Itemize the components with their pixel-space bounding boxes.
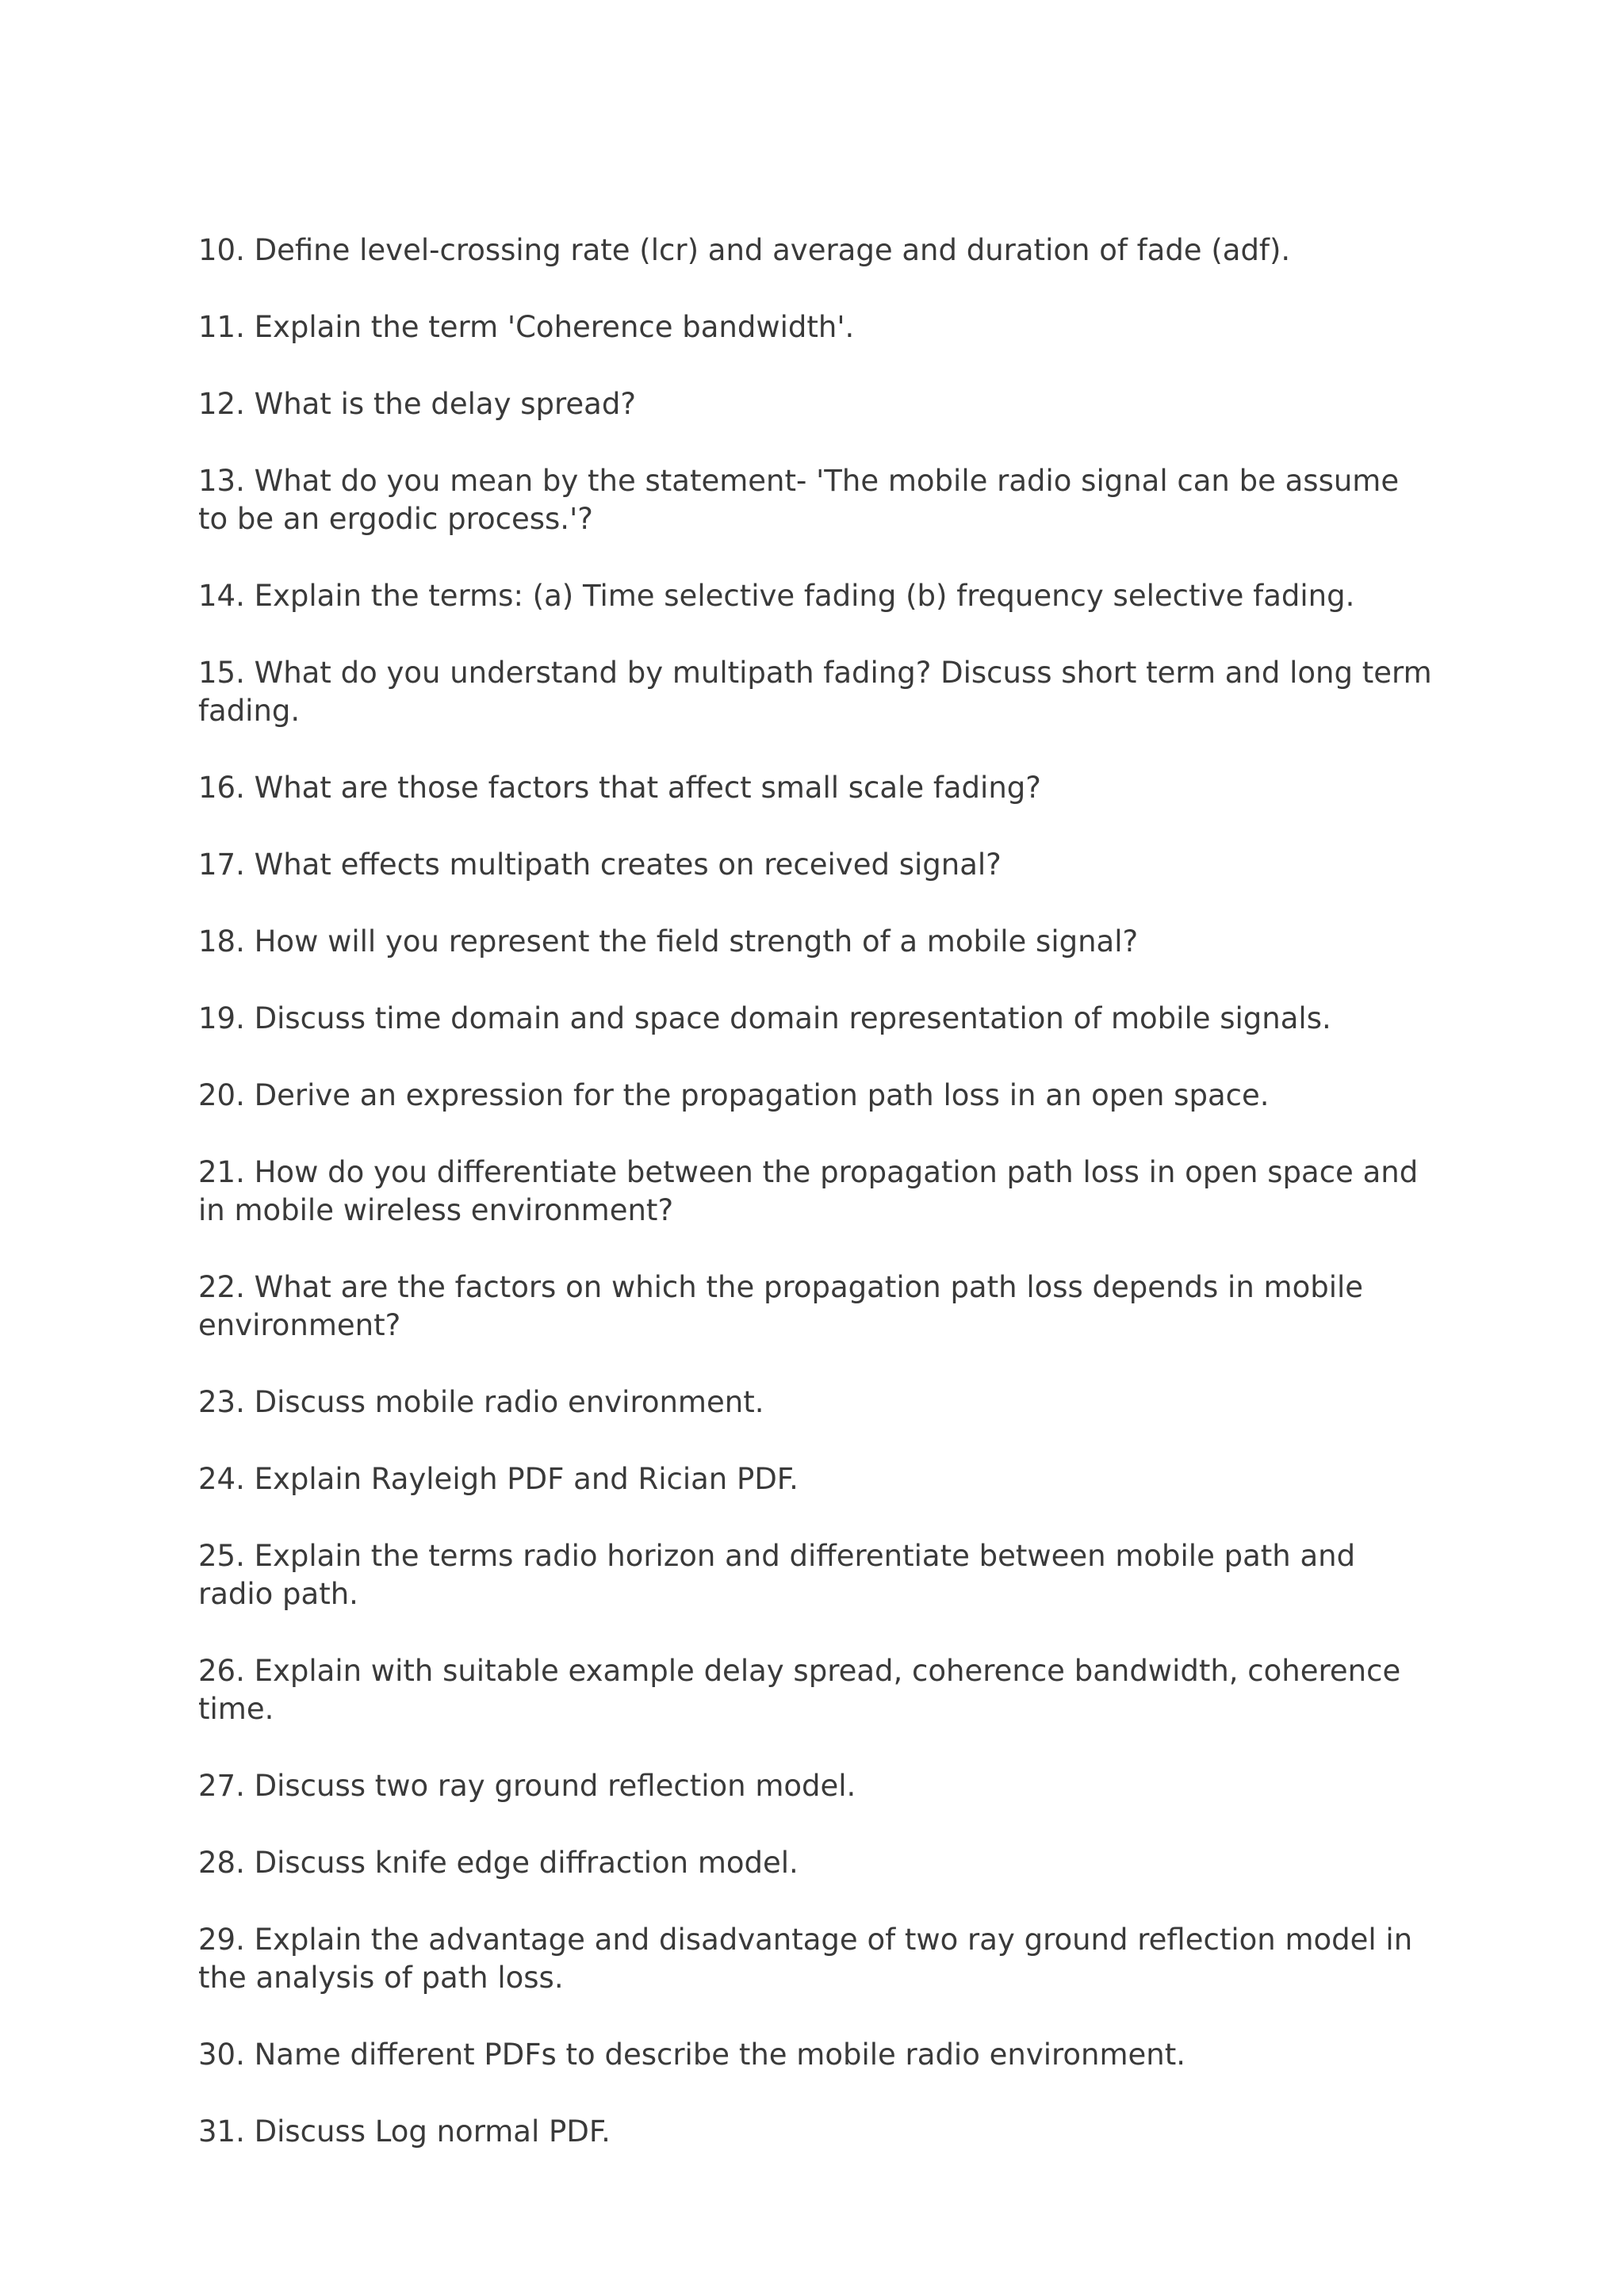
question-item: 19. Discuss time domain and space domain representation of mobile signals. <box>198 1001 1331 1035</box>
question-list <box>198 232 1435 2190</box>
question-item: 10. Define level-crossing rate (lcr) and average and duration of fade (adf). <box>198 233 1291 267</box>
question-item: 29. Explain the advantage and disadvantage of two ray ground reflection model in the analysis of path loss. <box>198 1923 1413 1995</box>
question-item: 23. Discuss mobile radio environment. <box>198 1385 764 1419</box>
question-item: 22. What are the factors on which the propagation path loss depends in mobile environment? <box>198 1270 1364 1342</box>
question-item: 13. What do you mean by the statement- 'The mobile radio signal can be assume to be an ergodic process.'? <box>198 464 1400 536</box>
question-item: 24. Explain Rayleigh PDF and Rician PDF. <box>198 1462 799 1496</box>
question-item: 16. What are those factors that affect small scale fading? <box>198 771 1041 805</box>
question-item: 18. How will you represent the field strength of a mobile signal? <box>198 924 1139 959</box>
question-item: 14. Explain the terms: (a) Time selective fading (b) frequency selective fading. <box>198 579 1355 613</box>
question-item: 17. What effects multipath creates on received signal? <box>198 848 1002 882</box>
question-item: 27. Discuss two ray ground reflection model. <box>198 1769 856 1803</box>
question-item: 12. What is the delay spread? <box>198 387 636 421</box>
question-item: 26. Explain with suitable example delay spread, coherence bandwidth, coherence time. <box>198 1654 1401 1726</box>
question-item: 15. What do you understand by multipath fading? Discuss short term and long term fading. <box>198 656 1432 728</box>
question-item: 25. Explain the terms radio horizon and differentiate between mobile path and radio path. <box>198 1539 1356 1611</box>
question-item: 11. Explain the term 'Coherence bandwidth'. <box>198 310 855 344</box>
question-item: 20. Derive an expression for the propagation path loss in an open space. <box>198 1078 1270 1112</box>
question-item: 30. Name different PDFs to describe the mobile radio environment. <box>198 2038 1186 2072</box>
question-item: 28. Discuss knife edge diffraction model. <box>198 1846 799 1880</box>
question-item: 21. How do you differentiate between the propagation path loss in open space and in mobile wireless environment? <box>198 1155 1419 1227</box>
question-item: 31. Discuss Log normal PDF. <box>198 2114 611 2149</box>
